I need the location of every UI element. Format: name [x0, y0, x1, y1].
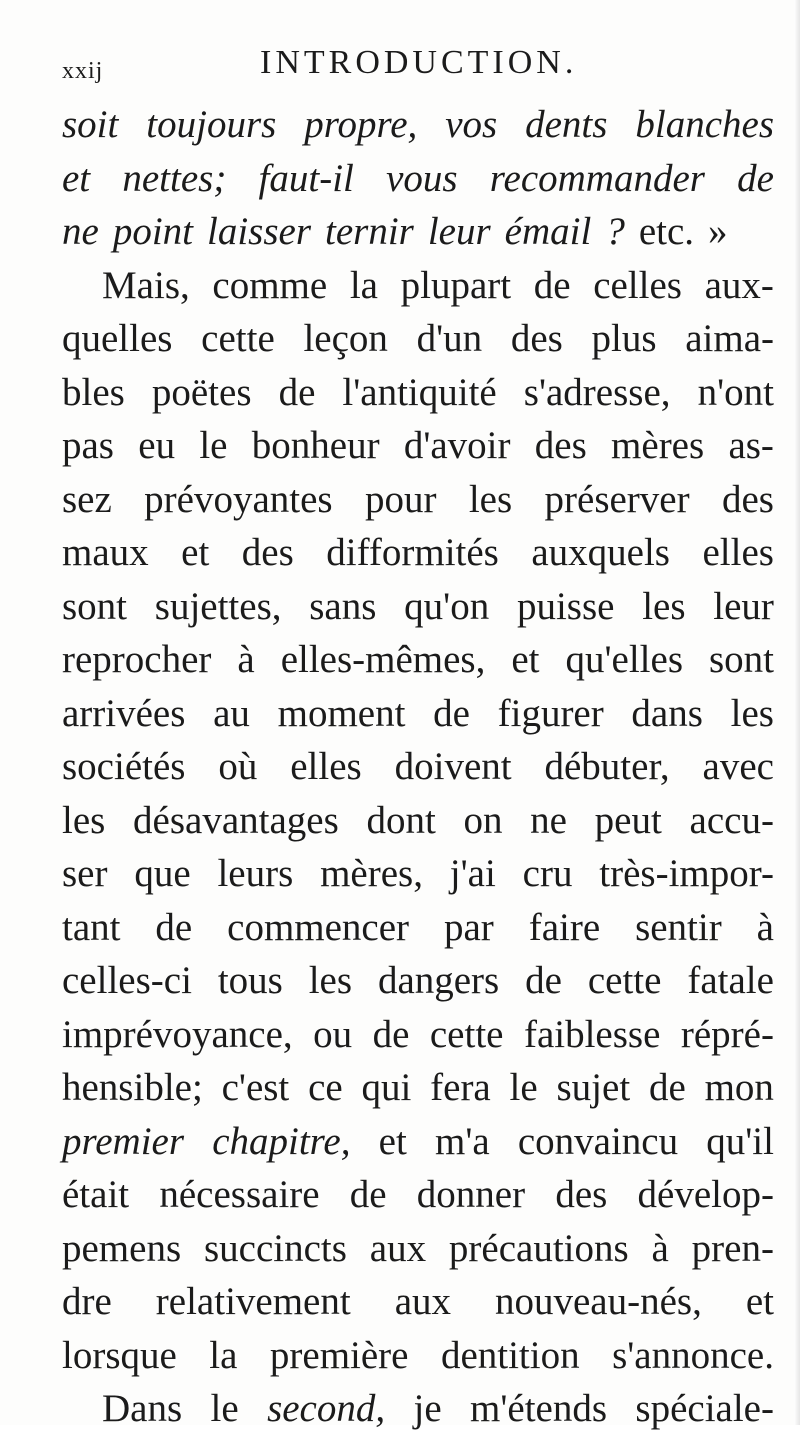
text-word: émail	[504, 210, 592, 253]
text-word: le	[199, 424, 228, 467]
text-word: imprévoyance,	[62, 1012, 293, 1056]
text-word: des	[510, 317, 563, 360]
text-word: des	[241, 531, 294, 574]
text-word: de	[648, 1066, 686, 1109]
text-word: et	[511, 638, 540, 681]
text-word: s'annonce.	[612, 1333, 774, 1377]
text-word: de	[349, 1173, 387, 1216]
text-word: des	[721, 477, 774, 521]
text-line	[62, 580, 774, 634]
text-word: les	[308, 959, 353, 1002]
text-word: celles-ci	[62, 959, 192, 1002]
text-word: ternir	[325, 210, 414, 253]
text-word: laisser	[206, 210, 311, 253]
text-word: à	[237, 638, 255, 681]
text-word: vous	[386, 156, 458, 200]
text-word: pemens	[62, 1226, 182, 1270]
text-word: plus	[591, 317, 657, 360]
text-word: sans	[309, 584, 377, 628]
text-word: peut	[594, 798, 662, 842]
text-word: mon	[704, 1066, 774, 1109]
text-word: la	[349, 263, 378, 307]
text-word: figurer	[497, 691, 604, 735]
text-word: j'ai	[449, 852, 496, 895]
text-word: cette	[201, 317, 275, 360]
text-word: on	[463, 798, 503, 842]
text-word: ou	[313, 1012, 353, 1056]
text-word: qui	[361, 1066, 412, 1109]
text-word: l'antiquité	[342, 370, 497, 414]
text-line	[62, 366, 774, 420]
text-word: leur	[713, 584, 774, 628]
text-word: puisse	[516, 584, 615, 628]
text-word: de	[372, 1012, 410, 1056]
text-word: de	[533, 263, 571, 307]
text-word: qu'elles	[565, 638, 683, 681]
text-line	[62, 312, 774, 366]
text-word: Mais,	[102, 263, 190, 307]
text-word: arrivées	[62, 691, 186, 735]
text-word: prévoyantes	[144, 477, 333, 521]
text-word: aima-	[685, 317, 774, 360]
text-word: toujours	[146, 103, 277, 146]
text-line	[62, 1222, 774, 1276]
text-word: blanches	[635, 103, 774, 146]
text-word: accu-	[689, 798, 774, 842]
text-line	[62, 1168, 774, 1222]
text-word: bles	[62, 370, 125, 414]
text-word: était	[62, 1173, 130, 1216]
text-word: à	[651, 1226, 669, 1270]
text-line	[62, 1115, 774, 1169]
text-word: sociétés	[62, 745, 186, 788]
text-word: faut-il	[258, 156, 354, 200]
text-word: lorsque	[62, 1333, 177, 1377]
text-word: cette	[429, 1012, 504, 1056]
text-word: aux-	[704, 263, 774, 307]
text-word: comme	[212, 263, 328, 307]
running-head: INTRODUCTION.	[260, 44, 578, 81]
text-word: auxquels	[531, 531, 670, 574]
text-word: d'avoir	[403, 424, 511, 467]
text-line	[62, 847, 774, 901]
text-word: préserver	[544, 477, 690, 521]
text-word: pren-	[691, 1226, 774, 1270]
text-word: m'a	[434, 1119, 490, 1163]
text-word: le	[509, 1066, 538, 1109]
text-word: bonheur	[251, 424, 380, 467]
text-word: je	[413, 1387, 442, 1430]
text-line	[62, 633, 774, 687]
text-word: sont	[62, 584, 128, 628]
page-header	[60, 44, 780, 84]
text-word: au	[213, 691, 250, 735]
page-number: xxij	[62, 58, 104, 84]
text-word: les	[62, 798, 106, 842]
text-word: des	[534, 424, 587, 467]
text-word: maux	[62, 531, 149, 574]
text-word: dévelop-	[637, 1173, 774, 1216]
text-word: de	[278, 370, 316, 414]
text-word: moment	[277, 691, 406, 735]
text-word: avec	[702, 745, 774, 788]
text-word: elles	[702, 531, 774, 574]
text-word: ?	[605, 210, 625, 253]
text-line	[62, 740, 774, 794]
text-word: les	[730, 691, 774, 735]
text-word: dans	[631, 691, 703, 735]
text-word: eu	[138, 424, 176, 467]
text-word: aux	[369, 1226, 427, 1270]
text-word: le	[210, 1387, 239, 1430]
text-word: soit	[62, 103, 119, 146]
text-word: »	[708, 210, 728, 253]
text-word: très-impor-	[599, 852, 774, 895]
text-word: d'un	[416, 317, 483, 360]
text-word: aux	[394, 1280, 451, 1323]
text-word: chapitre,	[212, 1119, 351, 1163]
text-line	[62, 1008, 774, 1062]
text-line	[62, 1329, 774, 1383]
text-word: les	[642, 584, 686, 628]
text-word: qu'on	[404, 584, 490, 628]
text-line	[62, 954, 774, 1008]
text-line	[62, 526, 774, 580]
text-word: quelles	[62, 317, 173, 360]
text-word: premier	[62, 1119, 185, 1163]
text-word: première	[269, 1333, 409, 1377]
text-word: qu'il	[706, 1119, 774, 1163]
text-word: débuter,	[544, 745, 670, 788]
text-word: leurs	[217, 852, 294, 895]
text-word: les	[468, 477, 513, 521]
text-word: sujettes,	[154, 584, 282, 628]
text-word: et	[745, 1280, 774, 1323]
text-word: précautions	[448, 1226, 629, 1270]
text-line	[62, 473, 774, 527]
text-word: succincts	[203, 1226, 347, 1270]
text-line	[62, 1382, 774, 1436]
text-word: mères,	[320, 852, 423, 895]
text-word: dont	[366, 798, 436, 842]
text-word: etc.	[638, 210, 695, 253]
text-line	[62, 259, 774, 313]
text-line	[62, 1061, 774, 1115]
text-word: commencer	[227, 905, 410, 949]
text-word: où	[218, 745, 258, 788]
text-word: sont	[708, 638, 774, 681]
text-word: c'est	[221, 1066, 290, 1109]
text-word: leçon	[303, 317, 388, 360]
text-line	[62, 98, 774, 152]
text-word: recommander	[489, 156, 705, 200]
text-line	[62, 687, 774, 741]
text-word: relativement	[155, 1280, 351, 1323]
text-line	[62, 901, 774, 955]
text-word: poëtes	[151, 370, 252, 414]
text-word: difformités	[326, 531, 499, 574]
text-word: m'étends	[470, 1387, 608, 1430]
text-word: de	[155, 905, 193, 949]
text-word: par	[443, 905, 494, 949]
text-word: dents	[525, 103, 608, 146]
text-word: plupart	[400, 263, 512, 307]
text-word: point	[112, 210, 193, 253]
text-word: fatale	[687, 959, 774, 1002]
text-word: nettes;	[122, 156, 227, 200]
text-word: et	[378, 1119, 407, 1163]
text-word: faire	[528, 905, 601, 949]
text-word: à	[756, 905, 774, 949]
text-word: doivent	[394, 745, 512, 788]
text-word: désavantages	[133, 798, 339, 842]
text-word: tous	[217, 959, 283, 1002]
text-word: elles-mêmes,	[280, 638, 486, 681]
text-word: tant	[62, 905, 121, 949]
text-word: dre	[62, 1280, 112, 1323]
text-line	[62, 152, 774, 206]
text-word: de	[433, 691, 470, 735]
text-word: propre,	[304, 103, 418, 146]
text-word: ne	[530, 798, 567, 842]
text-word: dangers	[377, 959, 500, 1002]
text-word: second,	[267, 1387, 386, 1430]
text-word: cette	[587, 959, 662, 1002]
text-word: et	[181, 531, 210, 574]
text-word: mères	[611, 424, 705, 467]
text-word: de	[737, 156, 774, 200]
text-word: ser	[62, 852, 108, 895]
page-edge-shadow	[794, 0, 800, 1425]
text-word: pas	[62, 424, 114, 467]
text-word: répré-	[680, 1012, 774, 1056]
text-word: reprocher	[62, 638, 212, 681]
text-word: ne	[62, 210, 99, 253]
text-word: as-	[728, 424, 774, 467]
text-word: fera	[430, 1066, 491, 1109]
text-word: la	[209, 1333, 238, 1377]
text-word: elles	[290, 745, 362, 788]
text-word: nouveau-nés,	[494, 1280, 702, 1323]
text-line	[62, 794, 774, 848]
text-word: cru	[522, 852, 573, 895]
text-word: de	[525, 959, 562, 1002]
text-word: Dans	[102, 1387, 183, 1430]
text-word: des	[555, 1173, 608, 1216]
body-text	[62, 98, 774, 1436]
text-word: que	[134, 852, 191, 895]
text-word: sujet	[556, 1066, 631, 1109]
text-word: convaincu	[517, 1119, 679, 1163]
text-word: celles	[593, 263, 682, 307]
text-word: s'adresse,	[523, 370, 671, 414]
text-word: vos	[445, 103, 498, 146]
text-word: nécessaire	[159, 1173, 320, 1216]
text-word: donner	[416, 1173, 526, 1216]
text-word: dentition	[440, 1333, 580, 1377]
text-word: spéciale-	[635, 1387, 774, 1430]
text-word: hensible;	[62, 1066, 203, 1109]
text-word: et	[62, 156, 91, 200]
text-line	[62, 419, 774, 473]
text-word: sentir	[635, 905, 722, 949]
text-word: n'ont	[697, 370, 774, 414]
text-word: sez	[62, 477, 112, 521]
text-line	[62, 1275, 774, 1329]
text-word: ce	[308, 1066, 343, 1109]
text-line	[62, 205, 774, 259]
text-word: faiblesse	[523, 1012, 661, 1056]
text-word: pour	[364, 477, 437, 521]
text-word: leur	[427, 210, 491, 253]
